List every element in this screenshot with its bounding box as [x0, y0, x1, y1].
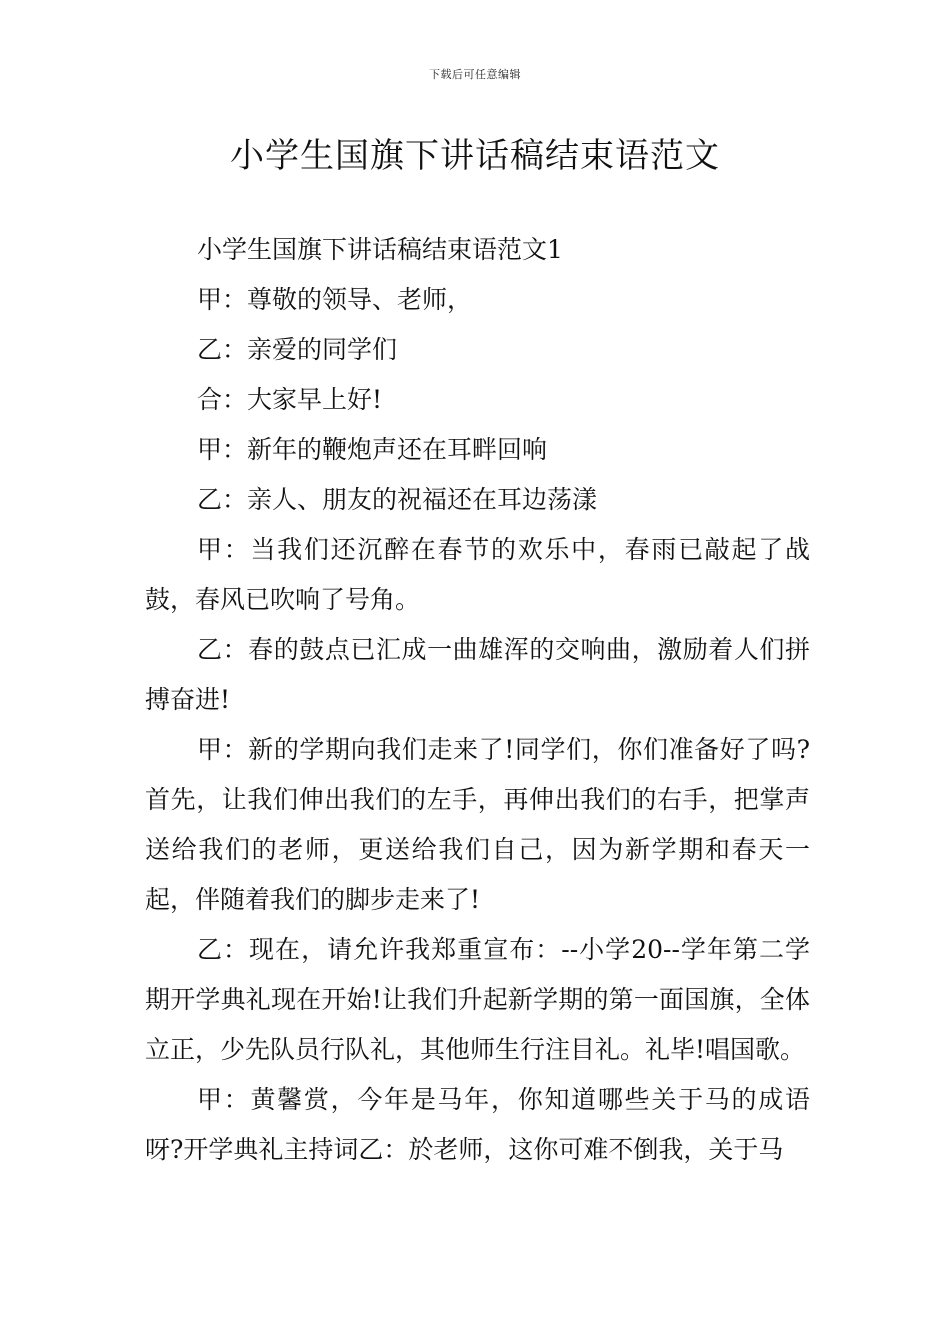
paragraph: 甲：当我们还沉醉在春节的欢乐中，春雨已敲起了战鼓，春风已吹响了号角。	[145, 535, 810, 614]
paragraph: 甲：新年的鞭炮声还在耳畔回响	[197, 435, 548, 464]
paragraph: 甲：黄馨赏，今年是马年，你知道哪些关于马的成语呀?开学典礼主持词乙：於老师，这你可难不倒我，关于马	[145, 1085, 810, 1164]
paragraph: 甲：尊敬的领导、老师，	[197, 285, 473, 314]
paragraph: 乙：现在，请允许我郑重宣布：--小学20--学年第二学期开学典礼现在开始!让我们升起新学期的第一面国旗，全体立正，少先队员行队礼，其他师生行注目礼。礼毕!唱国歌。	[145, 935, 810, 1064]
paragraph: 乙：亲爱的同学们	[197, 335, 398, 364]
paragraph: 合：大家早上好!	[197, 385, 383, 414]
document-title: 小学生国旗下讲话稿结束语范文	[230, 136, 720, 176]
paragraph: 乙：春的鼓点已汇成一曲雄浑的交响曲，激励着人们拼搏奋进!	[145, 635, 810, 714]
paragraph: 小学生国旗下讲话稿结束语范文1	[197, 235, 563, 264]
header-note: 下载后可任意编辑	[429, 68, 521, 81]
paragraph: 甲：新的学期向我们走来了!同学们，你们准备好了吗?首先，让我们伸出我们的左手，再伸出我们的右手，把掌声送给我们的老师，更送给我们自己，因为新学期和春天一起，伴随着我们的脚步走来了!	[145, 735, 810, 914]
document-body	[145, 225, 810, 1175]
paragraph: 乙：亲人、朋友的祝福还在耳边荡漾	[197, 485, 598, 514]
